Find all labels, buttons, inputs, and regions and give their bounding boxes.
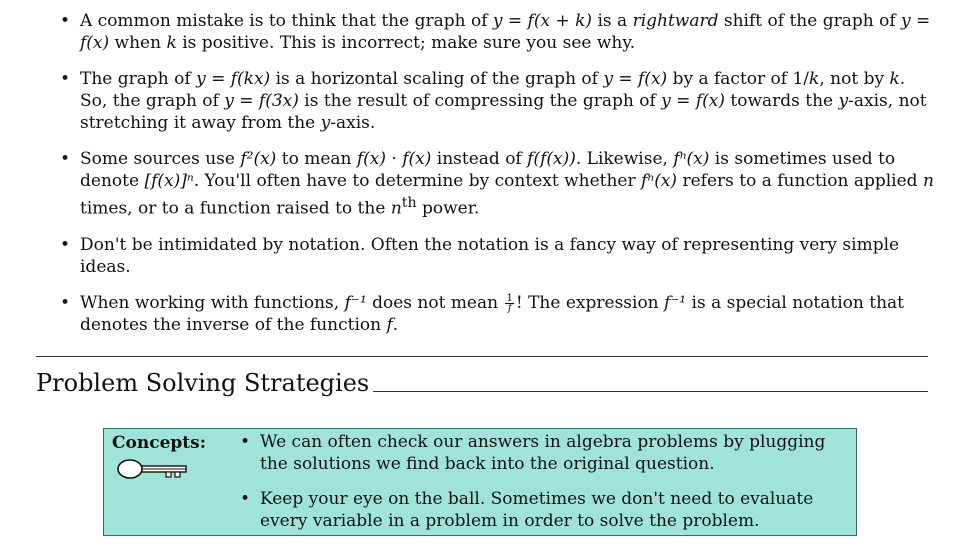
math-expression: fⁿ(x) [641, 171, 678, 191]
bullet-icon: • [60, 292, 71, 313]
list-item [56, 148, 936, 220]
fraction [505, 294, 513, 313]
bullet-icon: • [240, 432, 251, 452]
text-segment: When working with functions, [80, 292, 345, 313]
text-segment: when [109, 33, 167, 53]
math-variable: n [922, 171, 934, 191]
list-item [238, 488, 850, 532]
text-segment: Don't be intimidated by notation. Often the notation is a fancy way of representing very simple ideas. [80, 234, 900, 277]
math-expression: y = f(x) [661, 91, 725, 111]
section-title: Problem Solving Strategies [36, 369, 370, 397]
fraction-numerator: 1 [506, 292, 513, 304]
list-item [238, 431, 850, 475]
text-segment: The graph of [80, 69, 197, 89]
fraction-denominator: f [507, 302, 512, 314]
math-expression: [f(x)]ⁿ [144, 171, 194, 191]
bullet-icon: • [240, 489, 251, 509]
text-segment: shift of the graph of [718, 11, 902, 31]
bullet-icon: • [60, 69, 71, 89]
math-expression: f(x) · f(x) [356, 149, 432, 169]
text-segment: is sometimes used to denote [80, 149, 896, 191]
text-segment: times, or to a function raised to the [80, 198, 391, 219]
math-expression: y = f(x) [603, 69, 668, 89]
list-item [56, 234, 936, 278]
math-variable: y [320, 113, 331, 133]
text-segment: -axis. [330, 113, 376, 133]
text-segment: by a factor of 1/ [667, 69, 810, 89]
text-segment: -axis, not stretching it away from the [80, 91, 927, 133]
bullet-icon: • [60, 149, 71, 169]
math-expression: y = f(x + k) [492, 11, 593, 31]
concepts-box [103, 428, 857, 536]
concept-text: Keep your eye on the ball. Sometimes we don't need to evaluate every variable in a problem in order to solve the problem. [260, 489, 814, 531]
text-segment: is the result of compressing the graph of [298, 91, 662, 111]
text-segment: is positive. This is incorrect; make sure you see why. [176, 33, 636, 53]
list-item [56, 68, 936, 134]
text-segment: to mean [276, 149, 357, 169]
section-divider [36, 356, 928, 357]
text-segment: towards the [724, 91, 839, 111]
tips-list [56, 10, 936, 350]
text-segment: Some sources use [80, 149, 241, 169]
math-variable: k [889, 69, 900, 89]
text-segment: instead of [431, 149, 528, 169]
text-segment: . So, the graph of [80, 69, 906, 111]
text-segment: , not by [819, 69, 890, 89]
text-segment: power. [416, 198, 480, 219]
emphasis-text: rightward [632, 11, 719, 31]
math-expression: f⁻¹ [344, 292, 367, 313]
math-variable: y [838, 91, 849, 111]
text-segment: does not mean [366, 292, 504, 313]
key-icon [116, 457, 192, 481]
text-segment: . You'll often have to determine by context whether [193, 171, 642, 191]
heading-rule [373, 391, 928, 392]
concepts-list [238, 431, 850, 545]
math-expression: y = f(3x) [224, 91, 299, 111]
math-variable: n [390, 198, 402, 219]
list-item [56, 10, 936, 54]
text-segment: is a horizontal scaling of the graph of [270, 69, 604, 89]
text-segment: is a special notation that denotes the inverse of the function [80, 292, 905, 335]
math-variable: k [166, 33, 177, 53]
text-segment: A common mistake is to think that the graph of [80, 11, 493, 31]
math-variable: f [386, 314, 393, 335]
bullet-icon: • [60, 11, 71, 31]
section-header [36, 368, 928, 398]
text-segment: refers to a function applied [677, 171, 923, 191]
text-segment: is a [592, 11, 633, 31]
math-expression: y = f(kx) [196, 69, 271, 89]
text-segment: . Likewise, [575, 149, 674, 169]
list-item [56, 292, 936, 336]
math-expression: f(f(x)) [527, 149, 576, 169]
text-segment: ! The expression [515, 292, 665, 313]
concepts-label: Concepts: [112, 433, 206, 453]
math-expression: f²(x) [240, 149, 277, 169]
math-expression: f⁻¹ [664, 292, 687, 313]
math-expression: y = f(x) [80, 11, 931, 53]
math-variable: k [809, 69, 820, 89]
text-segment: . [392, 314, 399, 335]
math-expression: fⁿ(x) [673, 149, 710, 169]
superscript: th [401, 195, 417, 211]
bullet-icon: • [60, 234, 71, 255]
concept-text: We can often check our answers in algebra problems by plugging the solutions we find back into the original question. [260, 432, 826, 474]
